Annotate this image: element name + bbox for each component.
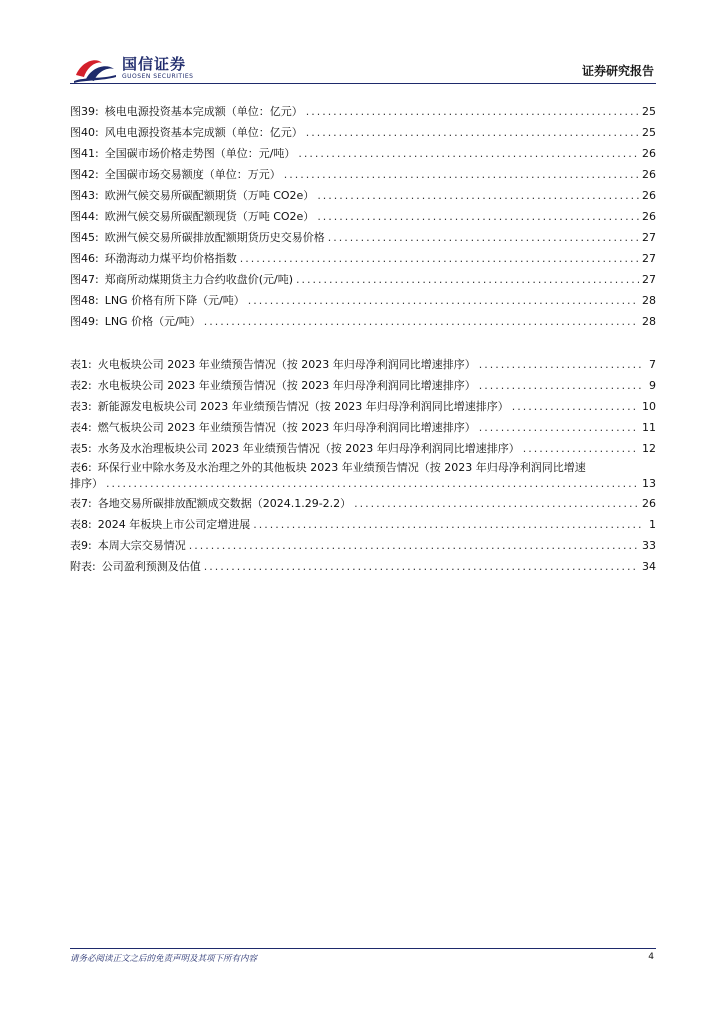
entry-page: 11 bbox=[642, 421, 656, 434]
toc-entry[interactable] bbox=[70, 357, 656, 373]
toc-entry[interactable] bbox=[70, 125, 656, 141]
toc-entry[interactable] bbox=[70, 496, 656, 512]
entry-title: 全国碳市场价格走势图（单位：元/吨） bbox=[104, 147, 296, 160]
toc-entry[interactable] bbox=[70, 314, 656, 330]
leader-dots bbox=[328, 230, 639, 246]
leader-dots bbox=[317, 188, 639, 204]
toc-entry[interactable] bbox=[70, 167, 656, 183]
page-header bbox=[0, 0, 724, 90]
guosen-logo-icon bbox=[72, 53, 118, 83]
leader-dots bbox=[306, 104, 639, 120]
leader-dots bbox=[479, 378, 643, 394]
leader-dots bbox=[296, 272, 639, 288]
entry-title: 核电电源投资基本完成额（单位：亿元） bbox=[104, 105, 303, 118]
leader-dots bbox=[523, 441, 639, 457]
entry-title: 新能源发电板块公司 2023 年业绩预告情况（按 2023 年归母净利润同比增速排序） bbox=[97, 400, 509, 413]
entry-title: 郑商所动煤期货主力合约收盘价(元/吨) bbox=[104, 273, 293, 286]
entry-label: 图47: bbox=[70, 273, 99, 286]
entry-title: 欧洲气候交易所碳排放配额期货历史交易价格 bbox=[104, 231, 325, 244]
entry-title: 风电电源投资基本完成额（单位：亿元） bbox=[104, 126, 303, 139]
entry-label: 图43: bbox=[70, 189, 99, 202]
entry-title: 水电板块公司 2023 年业绩预告情况（按 2023 年归母净利润同比增速排序） bbox=[97, 379, 476, 392]
leader-dots bbox=[354, 496, 639, 512]
entry-title: 环渤海动力煤平均价格指数 bbox=[104, 252, 237, 265]
page-number: 4 bbox=[648, 952, 654, 962]
logo-chinese-name: 国信证券 bbox=[122, 54, 187, 73]
toc-entry[interactable] bbox=[70, 378, 656, 394]
entry-page: 25 bbox=[642, 105, 656, 118]
entry-page: 1 bbox=[649, 518, 656, 531]
entry-page: 7 bbox=[649, 358, 656, 371]
entry-page: 28 bbox=[642, 294, 656, 307]
leader-dots bbox=[106, 476, 639, 492]
leader-dots bbox=[284, 167, 639, 183]
leader-dots bbox=[479, 357, 643, 373]
toc-entry[interactable] bbox=[70, 272, 656, 288]
report-type-label: 证券研究报告 bbox=[581, 64, 654, 78]
toc-entry[interactable] bbox=[70, 538, 656, 554]
entry-label: 表3: bbox=[70, 400, 92, 413]
toc-entry[interactable] bbox=[70, 188, 656, 204]
toc-entry[interactable] bbox=[70, 420, 656, 436]
entry-page: 26 bbox=[642, 497, 656, 510]
toc-entry[interactable] bbox=[70, 517, 656, 533]
entry-page: 13 bbox=[642, 477, 656, 490]
entry-page: 28 bbox=[642, 315, 656, 328]
entry-page: 12 bbox=[642, 442, 656, 455]
entry-title: 欧洲气候交易所碳配额期货（万吨 CO2e） bbox=[104, 189, 315, 202]
entry-page: 25 bbox=[642, 126, 656, 139]
toc-entry[interactable] bbox=[70, 293, 656, 309]
leader-dots bbox=[248, 293, 639, 309]
toc-entry[interactable] bbox=[70, 251, 656, 267]
entry-label: 表2: bbox=[70, 379, 92, 392]
leader-dots bbox=[204, 559, 639, 575]
entry-title: 环保行业中除水务及水治理之外的其他板块 2023 年业绩预告情况（按 2023 年归母净利润同比增速 bbox=[97, 461, 586, 474]
entry-title: 各地交易所碳排放配额成交数据（2024.1.29-2.2） bbox=[97, 497, 352, 510]
entry-label: 图41: bbox=[70, 147, 99, 160]
entry-label: 图49: bbox=[70, 315, 99, 328]
entry-label: 图48: bbox=[70, 294, 99, 307]
leader-dots bbox=[189, 538, 639, 554]
entry-page: 33 bbox=[642, 539, 656, 552]
entry-page: 26 bbox=[642, 168, 656, 181]
entry-page: 9 bbox=[649, 379, 656, 392]
entry-title: 火电板块公司 2023 年业绩预告情况（按 2023 年归母净利润同比增速排序） bbox=[97, 358, 476, 371]
toc-entry[interactable] bbox=[70, 104, 656, 120]
entry-label: 图45: bbox=[70, 231, 99, 244]
entry-page: 10 bbox=[642, 400, 656, 413]
entry-page: 26 bbox=[642, 210, 656, 223]
entry-title: 欧洲气候交易所碳配额现货（万吨 CO2e） bbox=[104, 210, 315, 223]
entry-title: 本周大宗交易情况 bbox=[97, 539, 186, 552]
entry-label: 图40: bbox=[70, 126, 99, 139]
entry-label: 表9: bbox=[70, 539, 92, 552]
entry-page: 26 bbox=[642, 189, 656, 202]
entry-title: 2024 年板块上市公司定增进展 bbox=[97, 518, 251, 531]
leader-dots bbox=[306, 125, 639, 141]
entry-page: 27 bbox=[642, 231, 656, 244]
toc-entry[interactable] bbox=[70, 441, 656, 457]
entry-label: 图46: bbox=[70, 252, 99, 265]
toc-entry[interactable] bbox=[70, 460, 656, 492]
leader-dots bbox=[479, 420, 639, 436]
entry-title: LNG 价格（元/吨） bbox=[104, 315, 201, 328]
entry-label: 表8: bbox=[70, 518, 92, 531]
entry-page: 27 bbox=[642, 273, 656, 286]
entry-title: 全国碳市场交易额度（单位：万元） bbox=[104, 168, 281, 181]
entry-title: LNG 价格有所下降（元/吨） bbox=[104, 294, 245, 307]
leader-dots bbox=[317, 209, 639, 225]
entry-label: 表5: bbox=[70, 442, 92, 455]
toc-entry[interactable] bbox=[70, 209, 656, 225]
company-logo bbox=[72, 52, 202, 84]
entry-label: 表7: bbox=[70, 497, 92, 510]
leader-dots bbox=[204, 314, 639, 330]
entry-label: 表6: bbox=[70, 461, 92, 474]
toc-entry[interactable] bbox=[70, 146, 656, 162]
entry-label: 图44: bbox=[70, 210, 99, 223]
entry-title: 燃气板块公司 2023 年业绩预告情况（按 2023 年归母净利润同比增速排序） bbox=[97, 421, 476, 434]
entry-title: 公司盈利预测及估值 bbox=[101, 560, 201, 573]
entry-label: 表4: bbox=[70, 421, 92, 434]
leader-dots bbox=[253, 517, 643, 533]
header-divider bbox=[70, 83, 656, 84]
footer-disclaimer: 请务必阅读正文之后的免责声明及其项下所有内容 bbox=[70, 954, 258, 964]
entry-label: 图39: bbox=[70, 105, 99, 118]
toc-entry[interactable] bbox=[70, 399, 656, 415]
leader-dots bbox=[512, 399, 639, 415]
toc-entry[interactable] bbox=[70, 230, 656, 246]
footer-divider bbox=[70, 948, 656, 949]
entry-page: 26 bbox=[642, 147, 656, 160]
leader-dots bbox=[298, 146, 639, 162]
entry-page: 27 bbox=[642, 252, 656, 265]
entry-title-continued: 排序） bbox=[70, 477, 103, 490]
entry-title: 水务及水治理板块公司 2023 年业绩预告情况（按 2023 年归母净利润同比增速排序） bbox=[97, 442, 520, 455]
logo-english-name: GUOSEN SECURITIES bbox=[122, 72, 194, 80]
toc-entry[interactable] bbox=[70, 559, 656, 575]
entry-page: 34 bbox=[642, 560, 656, 573]
entry-label: 表1: bbox=[70, 358, 92, 371]
leader-dots bbox=[240, 251, 639, 267]
entry-label: 附表: bbox=[70, 560, 96, 573]
entry-label: 图42: bbox=[70, 168, 99, 181]
